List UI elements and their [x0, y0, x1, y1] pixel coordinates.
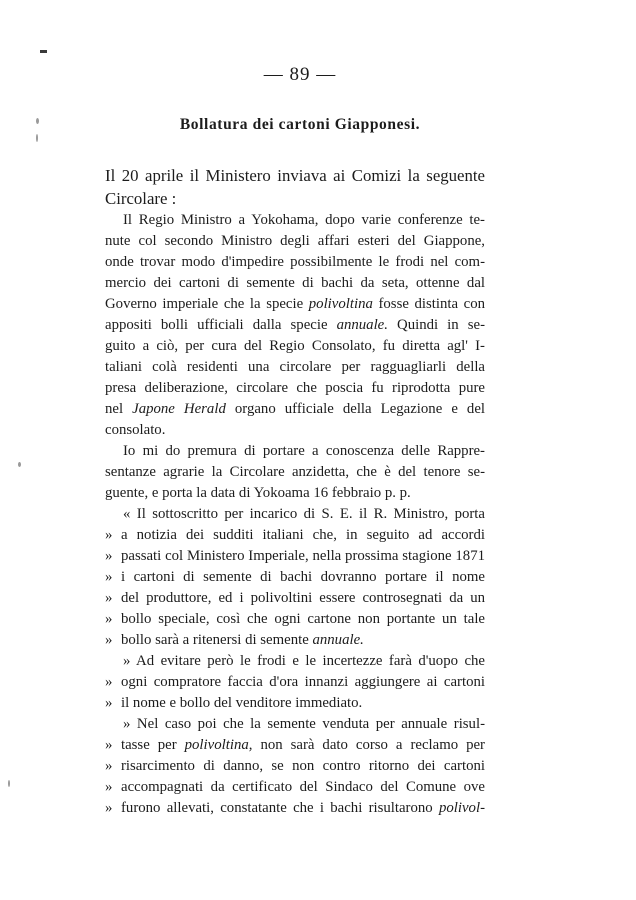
scan-speck	[36, 134, 38, 142]
quote-mark: »	[105, 779, 113, 795]
line-text: risarcimento di danno, se non contro ritorno dei cartoni	[121, 758, 485, 774]
line-text: tasse per	[121, 737, 177, 753]
text-line	[105, 609, 485, 630]
text-line	[105, 651, 485, 672]
text-line	[105, 777, 485, 798]
text-line	[105, 588, 485, 609]
line-text: i cartoni di semente di bachi dovranno portare il nome	[121, 569, 485, 585]
text-line	[105, 164, 485, 187]
section-heading: Bollatura dei cartoni Giapponesi.	[179, 116, 421, 133]
line-text: Il Regio Ministro a Yokohama, dopo varie conferenze te-	[123, 212, 485, 228]
text-line	[105, 756, 485, 777]
italic-term: annuale.	[336, 317, 388, 333]
line-text: taliani colà residenti una circolare per ragguagliarli della	[105, 359, 485, 375]
text-line	[105, 420, 485, 441]
line-text: « Il sottoscritto per incarico di S. E. il R. Ministro, porta	[123, 506, 485, 522]
line-text: organo ufficiale della Legazione e del	[234, 401, 485, 417]
italic-term: polivol-	[438, 800, 485, 816]
line-text: fosse distinta con	[378, 296, 485, 312]
quote-mark: »	[105, 737, 113, 753]
text-line	[105, 210, 485, 231]
italic-term: annuale.	[312, 632, 364, 648]
quote-mark: »	[105, 527, 113, 543]
line-text: » Nel caso poi che la semente venduta per annuale risul-	[123, 716, 485, 732]
scan-speck	[8, 780, 10, 787]
line-text: » Ad evitare però le frodi e le incertezze farà d'uopo che	[123, 653, 485, 669]
line-text: Io mi do premura di portare a conoscenza delle Rappre-	[123, 443, 485, 459]
line-text: bollo sarà a ritenersi di semente	[121, 632, 309, 648]
line-text: passati col Ministero Imperiale, nella prossima stagione 1871	[121, 548, 485, 564]
text-line	[105, 252, 485, 273]
text-line	[105, 546, 485, 567]
text-line	[105, 336, 485, 357]
quote-mark: »	[105, 632, 113, 648]
line-text: sentanze agrarie la Circolare anzidetta, che è del tenore se-	[105, 464, 485, 480]
text-line	[105, 294, 485, 315]
text-line	[105, 315, 485, 336]
quote-mark: »	[105, 695, 113, 711]
line-text: nute col secondo Ministro degli affari esteri del Giappone,	[105, 233, 485, 249]
quote-mark: »	[105, 800, 113, 816]
quote-mark: »	[105, 674, 113, 690]
quote-mark: »	[105, 548, 113, 564]
line-text: Quindi in se-	[397, 317, 485, 333]
text-line	[105, 567, 485, 588]
line-text: nel	[105, 401, 124, 417]
quote-mark: »	[105, 611, 113, 627]
line-text: il nome e bollo del venditore immediato.	[121, 695, 363, 711]
text-line	[105, 357, 485, 378]
text-line	[105, 399, 485, 420]
line-text: Governo imperiale che la specie	[105, 296, 304, 312]
line-text: non sarà dato corso a reclamo per	[260, 737, 485, 753]
scan-mark-top	[40, 50, 47, 53]
line-text: presa deliberazione, circolare che poscia fu riprodotta pure	[105, 380, 485, 396]
line-text: del produttore, ed i polivoltini essere controsegnati da un	[121, 590, 485, 606]
text-line	[105, 462, 485, 483]
italic-term: Japone Herald	[132, 401, 226, 417]
text-line	[105, 798, 485, 819]
line-text: ogni compratore faccia d'ora innanzi aggiungere ai cartoni	[121, 674, 485, 690]
line-text: a notizia dei sudditi italiani che, in seguito ad accordi	[121, 527, 485, 543]
line-text: onde trovar modo d'impedire possibilmente le frodi nel com-	[105, 254, 485, 270]
body-text	[105, 164, 485, 819]
page-number: — 89 —	[263, 64, 337, 85]
quote-mark: »	[105, 590, 113, 606]
text-line	[105, 441, 485, 462]
line-text: guito a ciò, per cura del Regio Consolato, fu diretta agl' I-	[105, 338, 485, 354]
text-line	[105, 630, 485, 651]
scan-speck	[18, 462, 21, 467]
line-text: Il 20 aprile il Ministero inviava ai Comizi la seguente	[105, 166, 485, 185]
italic-term: polivoltina	[308, 296, 373, 312]
scan-speck	[36, 118, 39, 124]
text-line	[105, 187, 485, 210]
quote-mark: »	[105, 569, 113, 585]
italic-term: polivoltina,	[184, 737, 253, 753]
text-line	[105, 525, 485, 546]
text-line	[105, 672, 485, 693]
text-line	[105, 693, 485, 714]
line-text: Circolare :	[105, 189, 177, 208]
text-line	[105, 273, 485, 294]
text-line	[105, 483, 485, 504]
line-text: consolato.	[105, 422, 166, 438]
text-line	[105, 714, 485, 735]
text-line	[105, 735, 485, 756]
quote-mark: »	[105, 758, 113, 774]
line-text: furono allevati, constatante che i bachi risultarono	[121, 800, 433, 816]
line-text: bollo speciale, così che ogni cartone non portante un tale	[121, 611, 485, 627]
text-line	[105, 231, 485, 252]
line-text: accompagnati da certificato del Sindaco del Comune ove	[121, 779, 485, 795]
line-text: appositi bolli ufficiali dalla specie	[105, 317, 328, 333]
text-line	[105, 504, 485, 525]
line-text: mercio dei cartoni di semente di bachi da seta, ottenne dal	[105, 275, 485, 291]
text-line	[105, 378, 485, 399]
line-text: guente, e porta la data di Yokoama 16 febbraio p. p.	[105, 485, 411, 501]
